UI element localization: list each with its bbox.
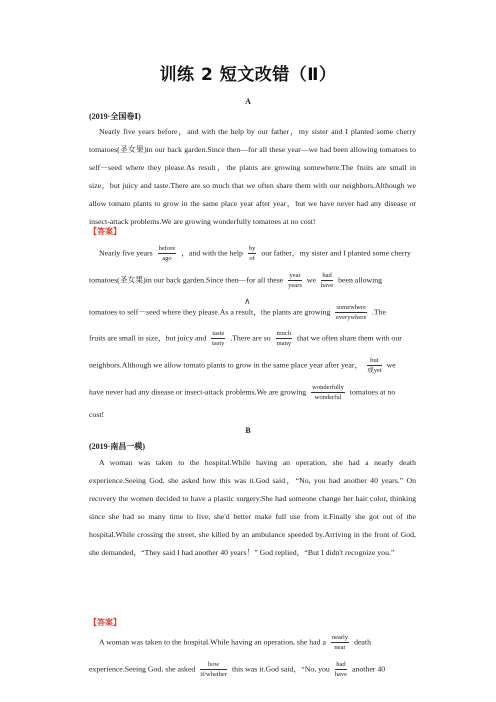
correction-mark: had have (334, 661, 348, 678)
correction-mark: nearly near (331, 634, 349, 651)
answer-text: Nearly five years (99, 248, 153, 258)
answer-text: that we often share them with our (297, 333, 402, 343)
section-b-source: (2019·南昌一模) (89, 442, 145, 451)
answer-text: ，and with the help (181, 248, 243, 258)
correction-mark: how if/whether (200, 661, 227, 678)
section-a-answer-line-2 (89, 271, 416, 290)
answer-text: neighbors.Although we allow tomato plants to grow in the same place year after year， (89, 360, 363, 370)
insertion-caret: ∧ (244, 296, 251, 306)
section-b-answer-line-2 (89, 660, 416, 679)
answer-text: we (306, 275, 316, 285)
section-b-answer-label: 【答案】 (89, 618, 121, 627)
section-a-answer-line-3 (89, 303, 416, 322)
correction-mark: wonderfully wonderful (312, 384, 344, 401)
correction-mark: $\frac{by}{of}$ (248, 245, 256, 262)
answer-text: .The (371, 307, 387, 317)
answer-text: a result，the plants are growing (230, 307, 331, 317)
answer-text: another 40 (352, 664, 386, 674)
answer-text: fruits are small in size，but juicy and (89, 333, 207, 343)
answer-text: .There are so (230, 333, 271, 343)
section-a-passage: Nearly five years before，and with the help by our father，my sister and I planted some cherry tomatoes(圣女果)in our back garden.Since then—for all these year—we had been allowing tomatoes to self－seed where they please.As result，the plants are growing somewhere.The fruits are small in size，but juicy and taste.There are so much that we often share them with our neighbors.Although we allow tomato plants to grow in the same place year after year，but we have never had any disease or insect-attack problems.We are growing wonderfully tomatoes at no cost! (89, 127, 416, 226)
correction-mark: somewhere everywhere (336, 304, 367, 321)
answer-text: A woman was taken to the hospital.While having an operation, she had a (99, 637, 326, 647)
section-b-answer-line-1 (89, 633, 426, 652)
correction-mark: but 或yet (367, 357, 382, 374)
correction-mark: taste tasty (212, 330, 225, 347)
section-a-answer-line-1 (89, 244, 426, 263)
section-b-label: B (245, 426, 251, 435)
section-a-answer-line-4 (89, 329, 416, 348)
section-a-source: (2019·全国卷Ⅰ) (89, 112, 141, 121)
section-a-label: A (245, 97, 251, 106)
section-a-answer-line-6 (89, 383, 416, 402)
section-a-answer-line-5 (89, 356, 416, 375)
page-title: 训练 2 短文改错（Ⅱ） (159, 65, 337, 85)
answer-text: experience.Seeing God, she asked (89, 664, 196, 674)
section-b-passage: A woman was taken to the hospital.While having an operation, she had a nearly death experience.Seeing God, she asked how this was it.God said，“No, you had another 40 years.” On recovery the women decided to have a plastic surgery.She had someone change her hair color, thinking since she had so many time to live, she'd better make full use from it.Finally she got out of the hospital.While crossing the street, she killed by an ambulance speeded by.Arriving in the front of God, she demanded，“They said I had another 40 years！” God replied，“But I didn't recognize you.” (89, 458, 416, 557)
answer-text: have never had any disease or insect-attack problems.We are growing (89, 387, 307, 397)
correction-mark: much many (276, 330, 292, 347)
correction-mark: year years (288, 272, 302, 289)
section-a-answer-line-7: cost! (89, 410, 105, 419)
section-a-answer-label: 【答案】 (89, 227, 121, 236)
correction-mark: before ago (158, 245, 176, 262)
answer-text: our father，my sister and I planted some cherry (261, 248, 411, 258)
answer-text: death (354, 637, 371, 647)
answer-text: this was it.God said，“No, you (231, 664, 330, 674)
answer-text: tomatoes at no (349, 387, 396, 397)
correction-mark: had have (320, 272, 334, 289)
answer-text: been allowing (338, 275, 383, 285)
answer-text: we (386, 360, 396, 370)
answer-text: tomatoes(圣女果)in our back garden.Since then—for all these (89, 275, 284, 285)
answer-text: tomatoes to self－seed where they please.As (89, 307, 229, 317)
